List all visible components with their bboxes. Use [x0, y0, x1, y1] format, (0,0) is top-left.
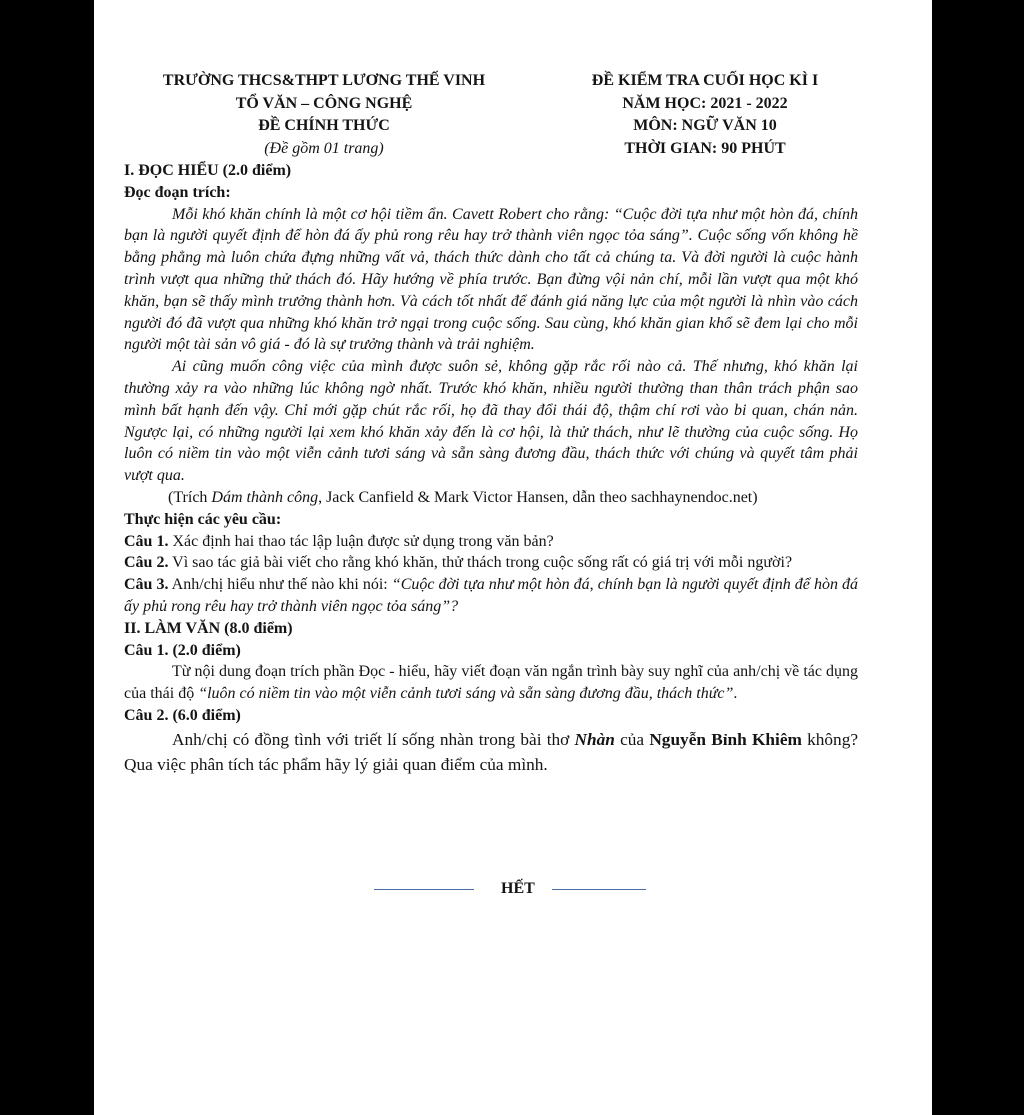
passage-intro: Đọc đoạn trích:	[124, 183, 231, 201]
citation-prefix: (Trích	[168, 488, 212, 506]
essay-2-prompt	[124, 727, 858, 777]
page-count-note: (Đề gồm 01 trang)	[264, 139, 384, 157]
passage-citation	[124, 487, 858, 509]
essay-1-prompt	[124, 661, 858, 705]
school-info	[124, 70, 524, 160]
essay-2-text-3: không? Qua việc phân tích tác phẩm hãy lý giải quan điểm của mình.	[124, 729, 859, 774]
essay-2-poem-title: Nhàn	[574, 729, 615, 749]
end-rule-right	[552, 889, 646, 890]
school-name: TRƯỜNG THCS&THPT LƯƠNG THẾ VINH	[162, 72, 486, 89]
question-3-label: Câu 3.	[124, 576, 169, 594]
citation-suffix: , Jack Canfield & Mark Victor Hansen, dẫn theo sachhaynendoc.net)	[318, 488, 758, 506]
question-1-label: Câu 1.	[124, 532, 169, 550]
subject: MÔN: NGỮ VĂN 10	[633, 117, 777, 134]
duration: THỜI GIAN: 90 PHÚT	[624, 139, 786, 157]
question-3-quote: “Cuộc đời tựa như một hòn đá, chính bạn là người quyết định để hòn đá ấy phủ rong rêu hay trở thành viên ngọc tỏa sáng”?	[124, 576, 859, 615]
department-name: TỔ VĂN – CÔNG NGHỆ	[235, 94, 413, 112]
exam-content	[124, 70, 859, 897]
official-label: ĐỀ CHÍNH THỨC	[258, 117, 390, 134]
task-heading: Thực hiện các yêu cầu:	[124, 510, 282, 528]
question-1-text: Xác định hai thao tác lập luận được sử dụng trong văn bản?	[168, 532, 554, 550]
essay-2-text-2: của	[614, 729, 650, 749]
citation-work: Dám thành công	[211, 488, 319, 506]
question-2-label: Câu 2.	[124, 554, 169, 572]
essay-2-text-1: Anh/chị có đồng tình với triết lí sống nhàn trong bài thơ	[172, 729, 575, 749]
school-year: NĂM HỌC: 2021 - 2022	[622, 94, 788, 112]
exam-title: ĐỀ KIỂM TRA CUỐI HỌC KÌ I	[591, 72, 819, 89]
essay-1-heading: Câu 1. (2.0 điểm)	[124, 641, 241, 659]
end-marker	[374, 878, 674, 898]
essay-1-text: Từ nội dung đoạn trích phần Đọc - hiểu, hãy viết đoạn văn ngắn trình bày suy nghĩ của anh/chị về tác dụng của thái độ	[124, 663, 858, 703]
exam-header	[124, 70, 858, 160]
end-label: HẾT	[501, 880, 535, 897]
question-3	[124, 574, 858, 618]
essay-1-end: .	[733, 685, 738, 703]
essay-1-quote: “luôn có niềm tin vào một viễn cảnh tươi sáng và sẵn sàng đương đầu, thách thức”	[198, 685, 734, 703]
end-rule-left	[374, 889, 474, 890]
part1-title: I. ĐỌC HIỂU (2.0 điểm)	[124, 162, 292, 179]
question-2-text: Vì sao tác giả bài viết cho rằng khó khăn, thử thách trong cuộc sống rất có giá trị với mỗi người?	[168, 554, 793, 572]
question-3-text: Anh/chị hiểu như thế nào khi nói:	[168, 576, 392, 594]
part2-title: II. LÀM VĂN (8.0 điểm)	[124, 619, 293, 637]
document-page	[94, 0, 932, 1115]
passage-paragraph-2: Ai cũng muốn công việc của mình được suôn sẻ, không gặp rắc rối nào cả. Thế nhưng, khó khăn lại thường xảy ra vào những lúc không ngờ nhất. Trước khó khăn, nhiều người thường than thân trách phận sao mình bất hạnh đến vậy. Chỉ mới gặp chút rắc rối, họ đã thay đổi thái độ, thậm chí rơi vào bi quan, chán nản. Ngược lại, có những người lại xem khó khăn xảy đến là cơ hội, là thử thách, như lẽ thường của cuộc sống. Họ luôn có niềm tin vào một viễn cảnh tươi sáng và sẵn sàng đương đầu, thách thức với chúng và quyết tâm phải vượt qua.	[124, 358, 858, 485]
essay-2-author: Nguyễn Bỉnh Khiêm	[649, 729, 802, 749]
question-2	[124, 552, 858, 574]
exam-info	[552, 70, 858, 160]
essay-2-heading: Câu 2. (6.0 điểm)	[124, 706, 241, 724]
passage-paragraph-1: Mỗi khó khăn chính là một cơ hội tiềm ẩn. Cavett Robert cho rằng: “Cuộc đời tựa như một hòn đá, chính bạn là người quyết định để hòn đá ấy phủ rong rêu hay trở thành viên ngọc tỏa sáng”. Cuộc sống vốn không hề bằng phẳng mà luôn chứa đựng những vất vả, thách thức dành cho tất cả chúng ta. Và đời người là cuộc hành trình vượt qua những thử thách đó. Hãy hướng về phía trước. Bạn đừng vội nản chí, mỗi lần vượt qua một khó khăn, bạn sẽ thấy mình trưởng thành hơn. Và cách tốt nhất để đánh giá năng lực của một người là nhìn vào cách người đó đã vượt qua những khó khăn trở ngại trong cuộc sống. Sau cùng, khó khăn gian khổ sẽ đem lại cho mỗi người một tài sản vô giá - đó là sự trưởng thành và trải nghiệm.	[124, 205, 858, 354]
question-1	[124, 531, 858, 553]
